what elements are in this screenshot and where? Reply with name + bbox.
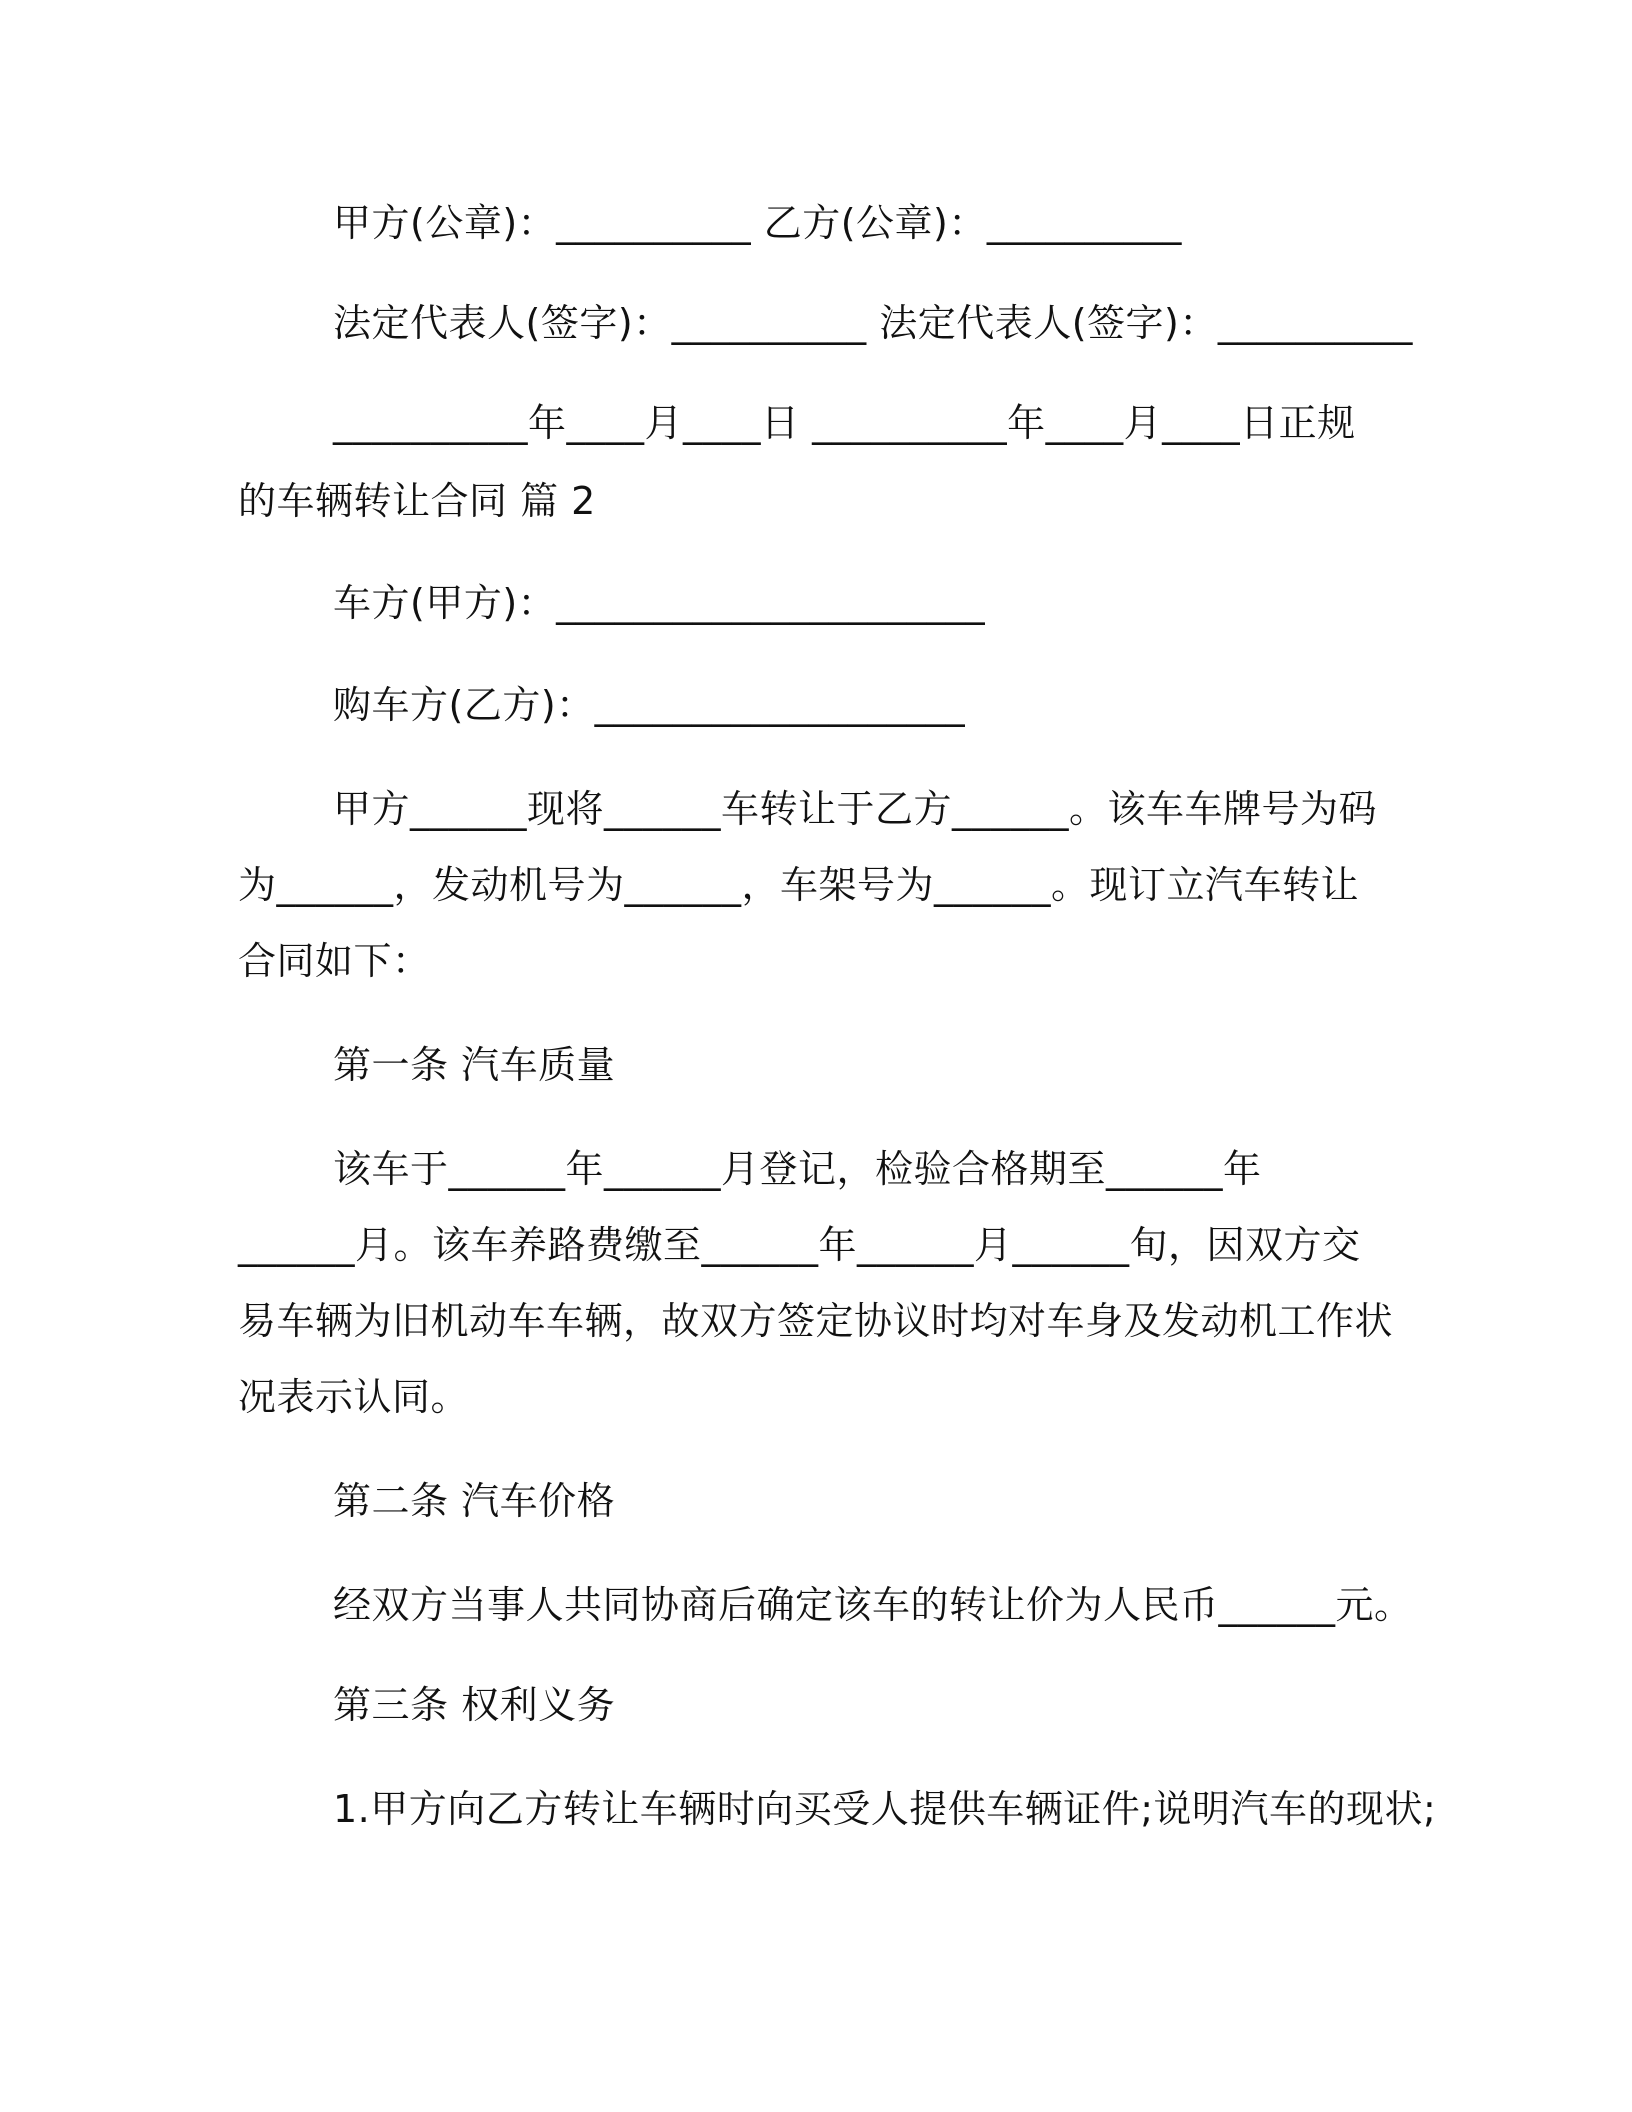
article-1-line-2: ______月。该车养路费缴至______年______月______旬，因双方交	[238, 1223, 1361, 1267]
article-1-line-3: 易车辆为旧机动车车辆，故双方签定协议时均对车身及发动机工作状	[238, 1299, 1394, 1343]
intro-paragraph-line-3: 合同如下：	[238, 939, 431, 983]
article-1-line-1: 该车于______年______月登记，检验合格期至______年	[333, 1147, 1262, 1191]
contract-heading: 的车辆转让合同 篇 2	[238, 479, 596, 523]
signature-date-line: __________年____月____日 __________年____月____日正规	[333, 401, 1356, 445]
intro-paragraph-line-2: 为______，发动机号为______，车架号为______。现订立汽车转让	[238, 863, 1360, 907]
intro-paragraph-line-1: 甲方______现将______车转让于乙方______。该车车牌号为码	[333, 787, 1378, 831]
signature-legal-rep-line: 法定代表人(签字)：__________ 法定代表人(签字)：__________	[333, 301, 1413, 345]
article-3-title: 第三条 权利义务	[333, 1683, 616, 1727]
article-1-line-4: 况表示认同。	[238, 1375, 470, 1419]
article-1-title: 第一条 汽车质量	[333, 1043, 616, 1087]
article-3-item-1: 1.甲方向乙方转让车辆时向买受人提供车辆证件;说明汽车的现状;	[333, 1787, 1437, 1831]
buyer-line: 购车方(乙方)：___________________	[333, 683, 966, 727]
seller-line: 车方(甲方)：______________________	[333, 581, 986, 625]
article-2-title: 第二条 汽车价格	[333, 1479, 616, 1523]
article-2-line-1: 经双方当事人共同协商后确定该车的转让价为人民币______元。	[333, 1583, 1413, 1627]
signature-party-line: 甲方(公章)：__________ 乙方(公章)：__________	[333, 201, 1182, 245]
